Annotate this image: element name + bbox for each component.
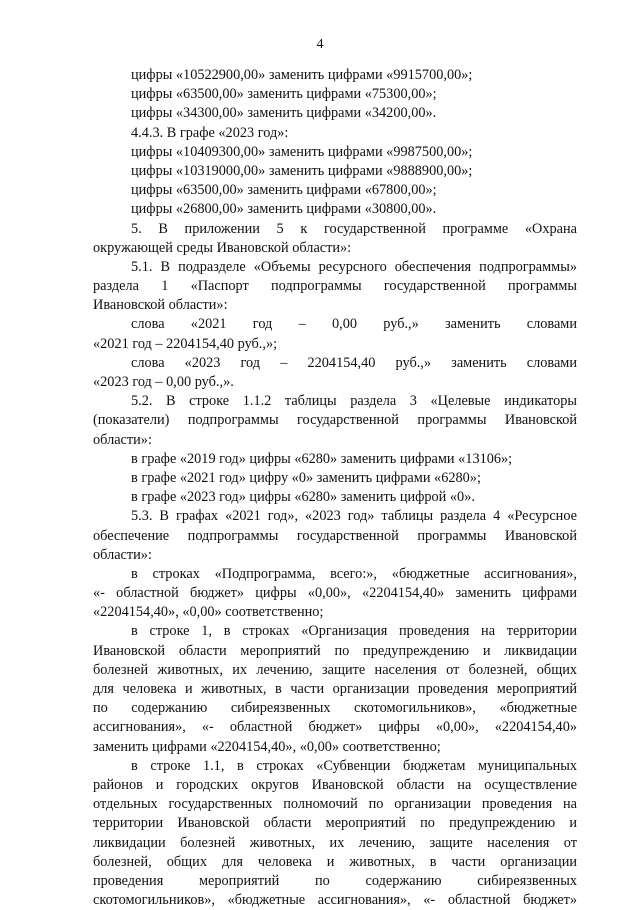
text-line: 4.4.3. В графе «2023 год»: — [131, 124, 289, 141]
document-body — [93, 66, 577, 910]
text-line: обеспечение подпрограммы государственной программы Ивановской — [93, 527, 577, 544]
text-line: «- областной бюджет» цифры «0,00», «2204154,40» заменить цифрами — [93, 585, 577, 602]
text-line: болезней животных, их лечению, защите населения от болезней, общих — [93, 661, 577, 678]
text-line: «2204154,40», «0,00» соответственно; — [93, 604, 324, 621]
text-line: в строках «Подпрограмма, всего:», «бюджетные ассигнования», — [131, 565, 577, 582]
text-line: слова «2021 год – 0,00 руб.,» заменить словами — [131, 316, 577, 333]
text-line: области»: — [93, 546, 152, 563]
text-line: цифры «63500,00» заменить цифрами «75300,00»; — [131, 86, 437, 103]
text-line: в строке 1, в строках «Организация проведения на территории — [131, 623, 577, 640]
text-line: 5.1. В подразделе «Объемы ресурсного обеспечения подпрограммы» — [131, 258, 577, 275]
text-line: скотомогильников», «бюджетные ассигнования», «- областной бюджет» — [93, 892, 577, 909]
text-line: в графе «2019 год» цифры «6280» заменить цифрами «13106»; — [131, 450, 513, 467]
text-line: ассигнования», «- областной бюджет» цифры «0,00», «2204154,40» — [93, 719, 577, 736]
text-line: в графе «2023 год» цифры «6280» заменить цифрой «0». — [131, 489, 475, 506]
text-line: в строке 1.1, в строках «Субвенции бюджетам муниципальных — [131, 757, 577, 774]
text-line: территории Ивановской области мероприятий по предупреждению и — [93, 815, 577, 832]
text-line: «2023 год – 0,00 руб.,». — [93, 374, 234, 390]
text-line: в графе «2021 год» цифру «0» заменить цифрами «6280»; — [131, 469, 481, 486]
text-line: цифры «10319000,00» заменить цифрами «9888900,00»; — [131, 162, 473, 179]
text-line: окружающей среды Ивановской области»: — [93, 239, 352, 256]
text-line: области»: — [93, 431, 152, 448]
text-line: цифры «63500,00» заменить цифрами «67800,00»; — [131, 182, 437, 199]
text-line: «2021 год – 2204154,40 руб.,»; — [93, 335, 278, 352]
text-line: цифры «10409300,00» заменить цифрами «9987500,00»; — [131, 143, 473, 160]
text-line: болезней, общих для человека и животных, в части организации — [93, 853, 577, 870]
text-line: отдельных государственных полномочий по организации проведения на — [93, 796, 577, 813]
text-line: слова «2023 год – 2204154,40 руб.,» заменить словами — [131, 354, 577, 371]
page-number: 4 — [316, 37, 324, 52]
text-line: цифры «26800,00» заменить цифрами «30800,00». — [131, 201, 437, 218]
text-line: районов и городских округов Ивановской области на осуществление — [93, 776, 577, 793]
text-line: для человека и животных, в части организации проведения мероприятий — [93, 681, 577, 697]
text-line: Ивановской области»: — [93, 297, 228, 314]
text-line: цифры «34300,00» заменить цифрами «34200,00». — [131, 105, 437, 122]
text-line: 5.2. В строке 1.1.2 таблицы раздела 3 «Целевые индикаторы — [131, 393, 577, 410]
text-line: раздела 1 «Паспорт подпрограммы государственной программы — [93, 278, 577, 295]
text-line: ликвидации болезней животных, их лечению, защите населения от — [93, 834, 577, 851]
text-line: заменить цифрами «2204154,40», «0,00» соответственно; — [93, 738, 441, 755]
text-line: Ивановской области мероприятий по предупреждению и ликвидации — [93, 642, 577, 659]
text-line: 5. В приложении 5 к государственной программе «Охрана — [131, 220, 577, 237]
text-line: проведения мероприятий по содержанию сибиреязвенных — [93, 872, 577, 889]
text-line: 5.3. В графах «2021 год», «2023 год» таблицы раздела 4 «Ресурсное — [131, 508, 577, 525]
text-line: цифры «10522900,00» заменить цифрами «9915700,00»; — [131, 67, 473, 83]
text-line: по содержанию сибиреязвенных скотомогильников», «бюджетные — [93, 700, 577, 717]
text-line: (показатели) подпрограммы государственной программы Ивановской — [93, 412, 577, 429]
